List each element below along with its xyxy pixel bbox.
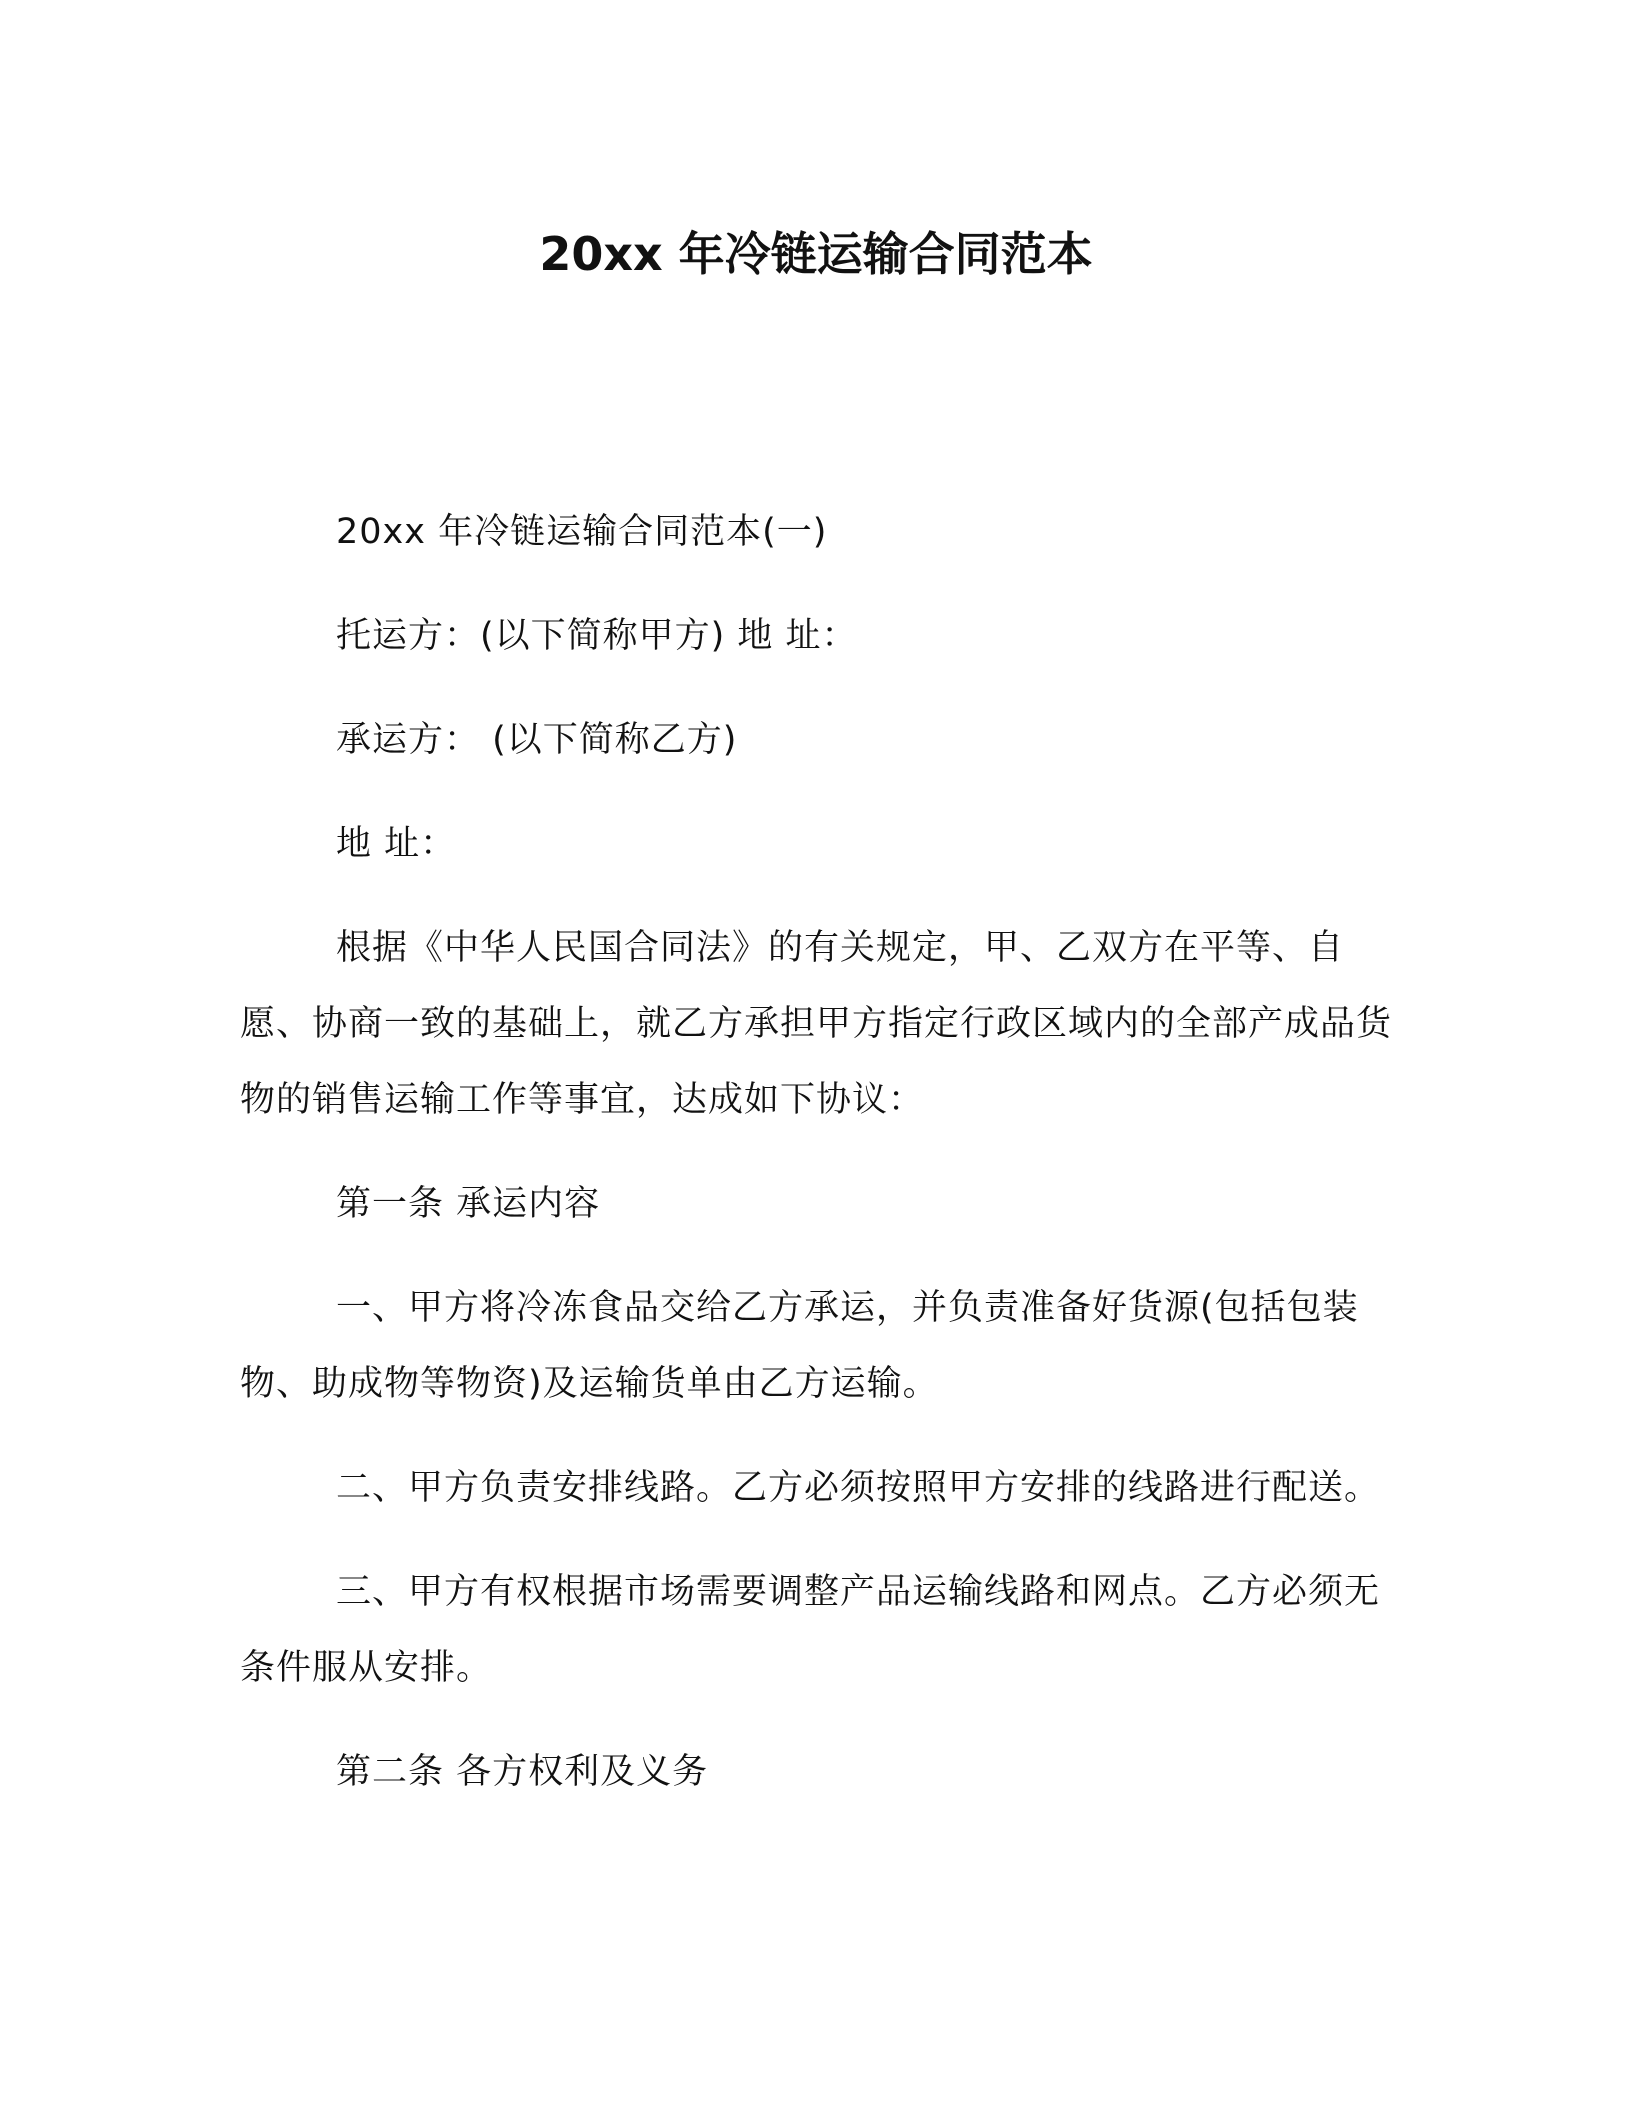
carrier-line: 承运方： (以下简称乙方) [336, 720, 738, 760]
article-1-heading: 第一条 承运内容 [336, 1184, 601, 1224]
document-body [240, 494, 1400, 1810]
article-2-heading: 第二条 各方权利及义务 [336, 1752, 709, 1792]
document-title: 20xx 年冷链运输合同范本 [539, 227, 1093, 281]
subtitle-paragraph: 20xx 年冷链运输合同范本(一) [336, 512, 828, 552]
clause-1-paragraph: 一、甲方将冷冻食品交给乙方承运，并负责准备好货源(包括包装物、助成物等物资)及运输货单由乙方运输。 [240, 1288, 1359, 1404]
clause-2-paragraph: 二、甲方负责安排线路。乙方必须按照甲方安排的线路进行配送。 [336, 1468, 1381, 1508]
preamble-paragraph: 根据《中华人民国合同法》的有关规定，甲、乙双方在平等、自愿、协商一致的基础上，就乙方承担甲方指定行政区域内的全部产成品货物的销售运输工作等事宜，达成如下协议： [240, 928, 1393, 1120]
shipper-line: 托运方：(以下简称甲方) 地 址： [336, 616, 858, 656]
clause-3-paragraph: 三、甲方有权根据市场需要调整产品运输线路和网点。乙方必须无条件服从安排。 [240, 1572, 1381, 1688]
address-line: 地 址： [336, 824, 457, 864]
